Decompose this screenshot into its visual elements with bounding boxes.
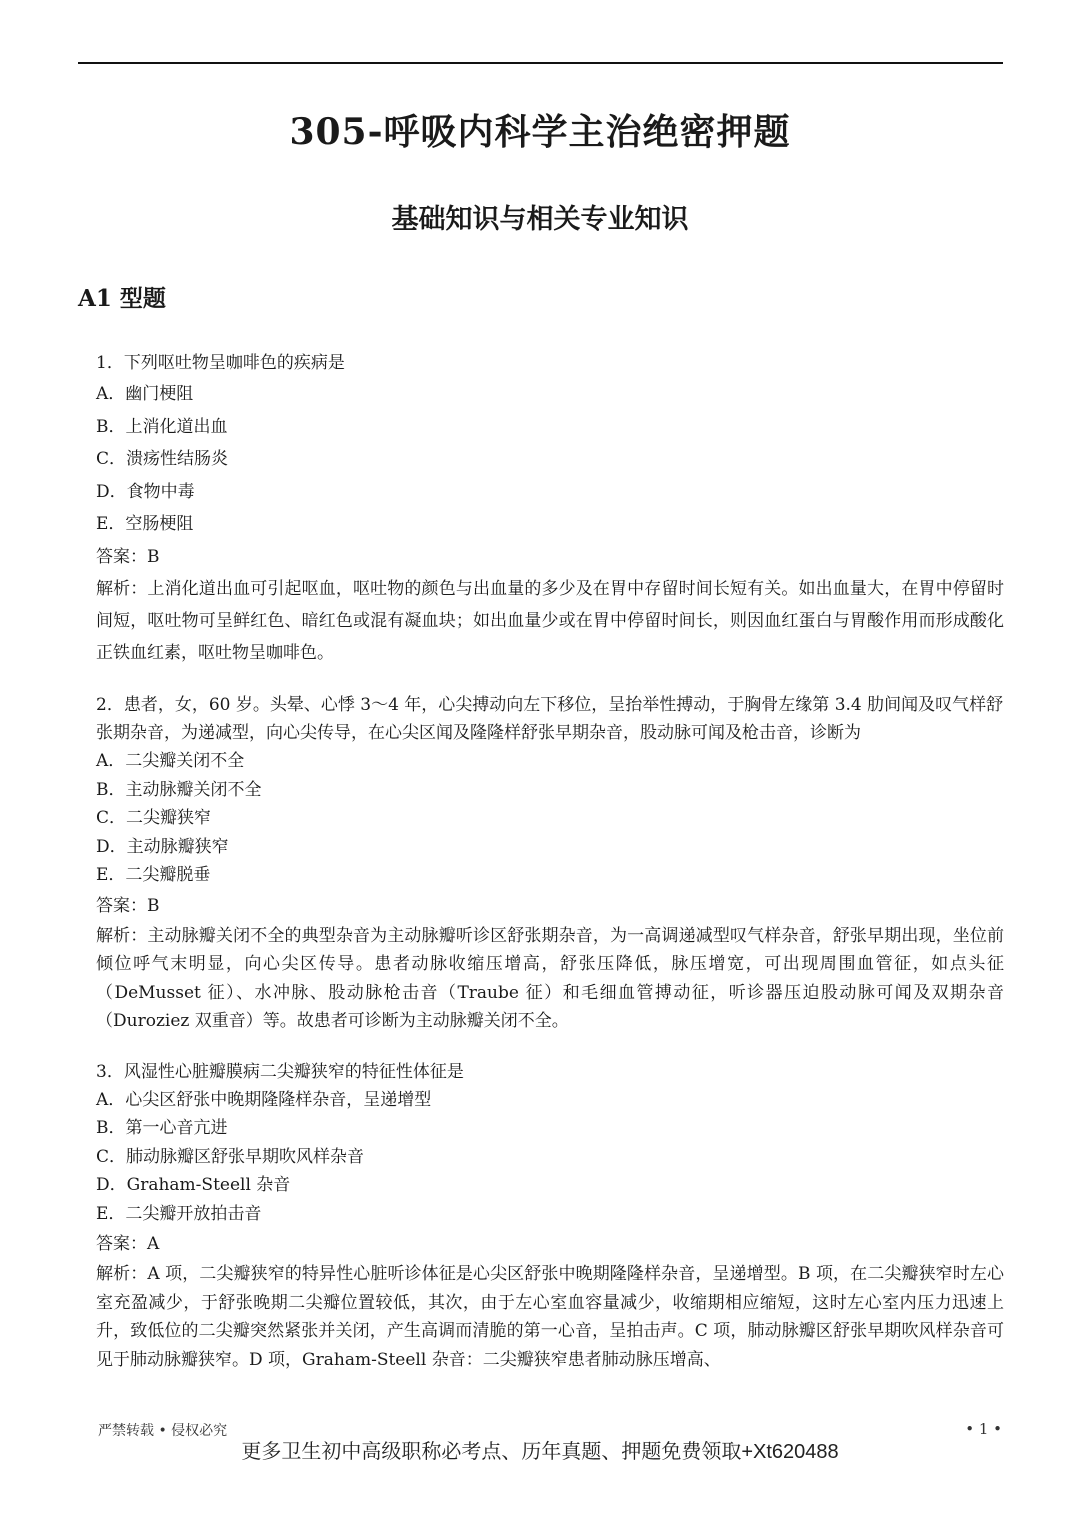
answer: 答案：A bbox=[96, 1234, 160, 1254]
section-heading: A1 型题 bbox=[78, 285, 166, 312]
question-stem: 1．下列呕吐物呈咖啡色的疾病是 bbox=[96, 353, 345, 373]
option-d: D．Graham-Steell 杂音 bbox=[96, 1175, 291, 1195]
analysis: 解析：上消化道出血可引起呕血，呕吐物的颜色与出血量的多少及在胃中存留时间长短有关。如出血量大，在胃中停留时间短，呕吐物可呈鲜红色、暗红色或混有凝血块；如出血量少或在胃中停留时间长，则因血红蛋白与胃酸作用而形成酸化正铁血红素，呕吐物呈咖啡色。 bbox=[96, 579, 1004, 663]
header-rule bbox=[78, 62, 1003, 64]
page-number: • 1 • bbox=[965, 1420, 1002, 1438]
answer: 答案：B bbox=[96, 546, 160, 567]
option-a: A．幽门梗阻 bbox=[96, 384, 194, 404]
question-1 bbox=[96, 348, 1004, 669]
option-c: C．肺动脉瓣区舒张早期吹风样杂音 bbox=[96, 1146, 365, 1167]
question-stem: 3．风湿性心脏瓣膜病二尖瓣狭窄的特征性体征是 bbox=[96, 1061, 464, 1082]
option-a: A．二尖瓣关闭不全 bbox=[96, 751, 245, 771]
copyright-notice: 严禁转载 • 侵权必究 bbox=[98, 1423, 228, 1439]
promo-watermark: 更多卫生初中高级职称必考点、历年真题、押题免费领取+Xt620488 bbox=[241, 1441, 839, 1463]
option-c: C．二尖瓣狭窄 bbox=[96, 808, 212, 828]
option-b: B．第一心音亢进 bbox=[96, 1118, 228, 1138]
question-2 bbox=[96, 691, 1004, 1036]
option-d: D．食物中毒 bbox=[96, 481, 195, 502]
option-e: E．二尖瓣脱垂 bbox=[96, 865, 211, 885]
question-3 bbox=[96, 1058, 1004, 1375]
option-c: C．溃疡性结肠炎 bbox=[96, 449, 229, 469]
analysis: 解析：主动脉瓣关闭不全的典型杂音为主动脉瓣听诊区舒张期杂音，为一高调递减型叹气样杂音，舒张早期出现，坐位前倾位呼气末明显，向心尖区传导。患者动脉收缩压增高，舒张压降低，脉压增宽，可出现周围血管征，如点头征（DeMusset 征）、水冲脉、股动脉枪击音（Traube 征）和毛细血管搏动征，听诊器压迫股动脉可闻及双期杂音（Duroziez 双重音）等。故患者可诊断为主动脉瓣关闭不全。 bbox=[96, 925, 1004, 1031]
answer: 答案：B bbox=[96, 895, 160, 916]
option-b: B．上消化道出血 bbox=[96, 416, 228, 437]
option-b: B．主动脉瓣关闭不全 bbox=[96, 779, 262, 800]
option-e: E．空肠梗阻 bbox=[96, 514, 194, 534]
analysis: 解析：A 项，二尖瓣狭窄的特异性心脏听诊体征是心尖区舒张中晚期隆隆样杂音，呈递增型。B 项，在二尖瓣狭窄时左心室充盈减少，于舒张晚期二尖瓣位置较低，其次，由于左心室血容量减少，收缩期相应缩短，这时左心室内压力迅速上升，致低位的二尖瓣突然紧张并关闭，产生高调而清脆的第一心音，呈拍击声。C 项，肺动脉瓣区舒张早期吹风样杂音可见于肺动脉瓣狭窄。D 项，Graham-Steell 杂音：二尖瓣狭窄患者肺动脉压增高、 bbox=[96, 1264, 1004, 1370]
question-list bbox=[96, 348, 1004, 1396]
document-subtitle: 基础知识与相关专业知识 bbox=[391, 204, 689, 235]
option-e: E．二尖瓣开放拍击音 bbox=[96, 1203, 262, 1224]
option-a: A．心尖区舒张中晚期隆隆样杂音，呈递增型 bbox=[96, 1089, 432, 1110]
question-stem: 2．患者，女，60 岁。头晕、心悸 3～4 年，心尖搏动向左下移位，呈抬举性搏动，于胸骨左缘第 3.4 肋间闻及叹气样舒张期杂音，为递减型，向心尖传导，在心尖区闻及隆隆样舒张早期杂音，股动脉可闻及枪击音，诊断为 bbox=[96, 695, 1004, 743]
document-title: 305-呼吸内科学主治绝密押题 bbox=[289, 111, 791, 153]
option-d: D．主动脉瓣狭窄 bbox=[96, 836, 229, 857]
